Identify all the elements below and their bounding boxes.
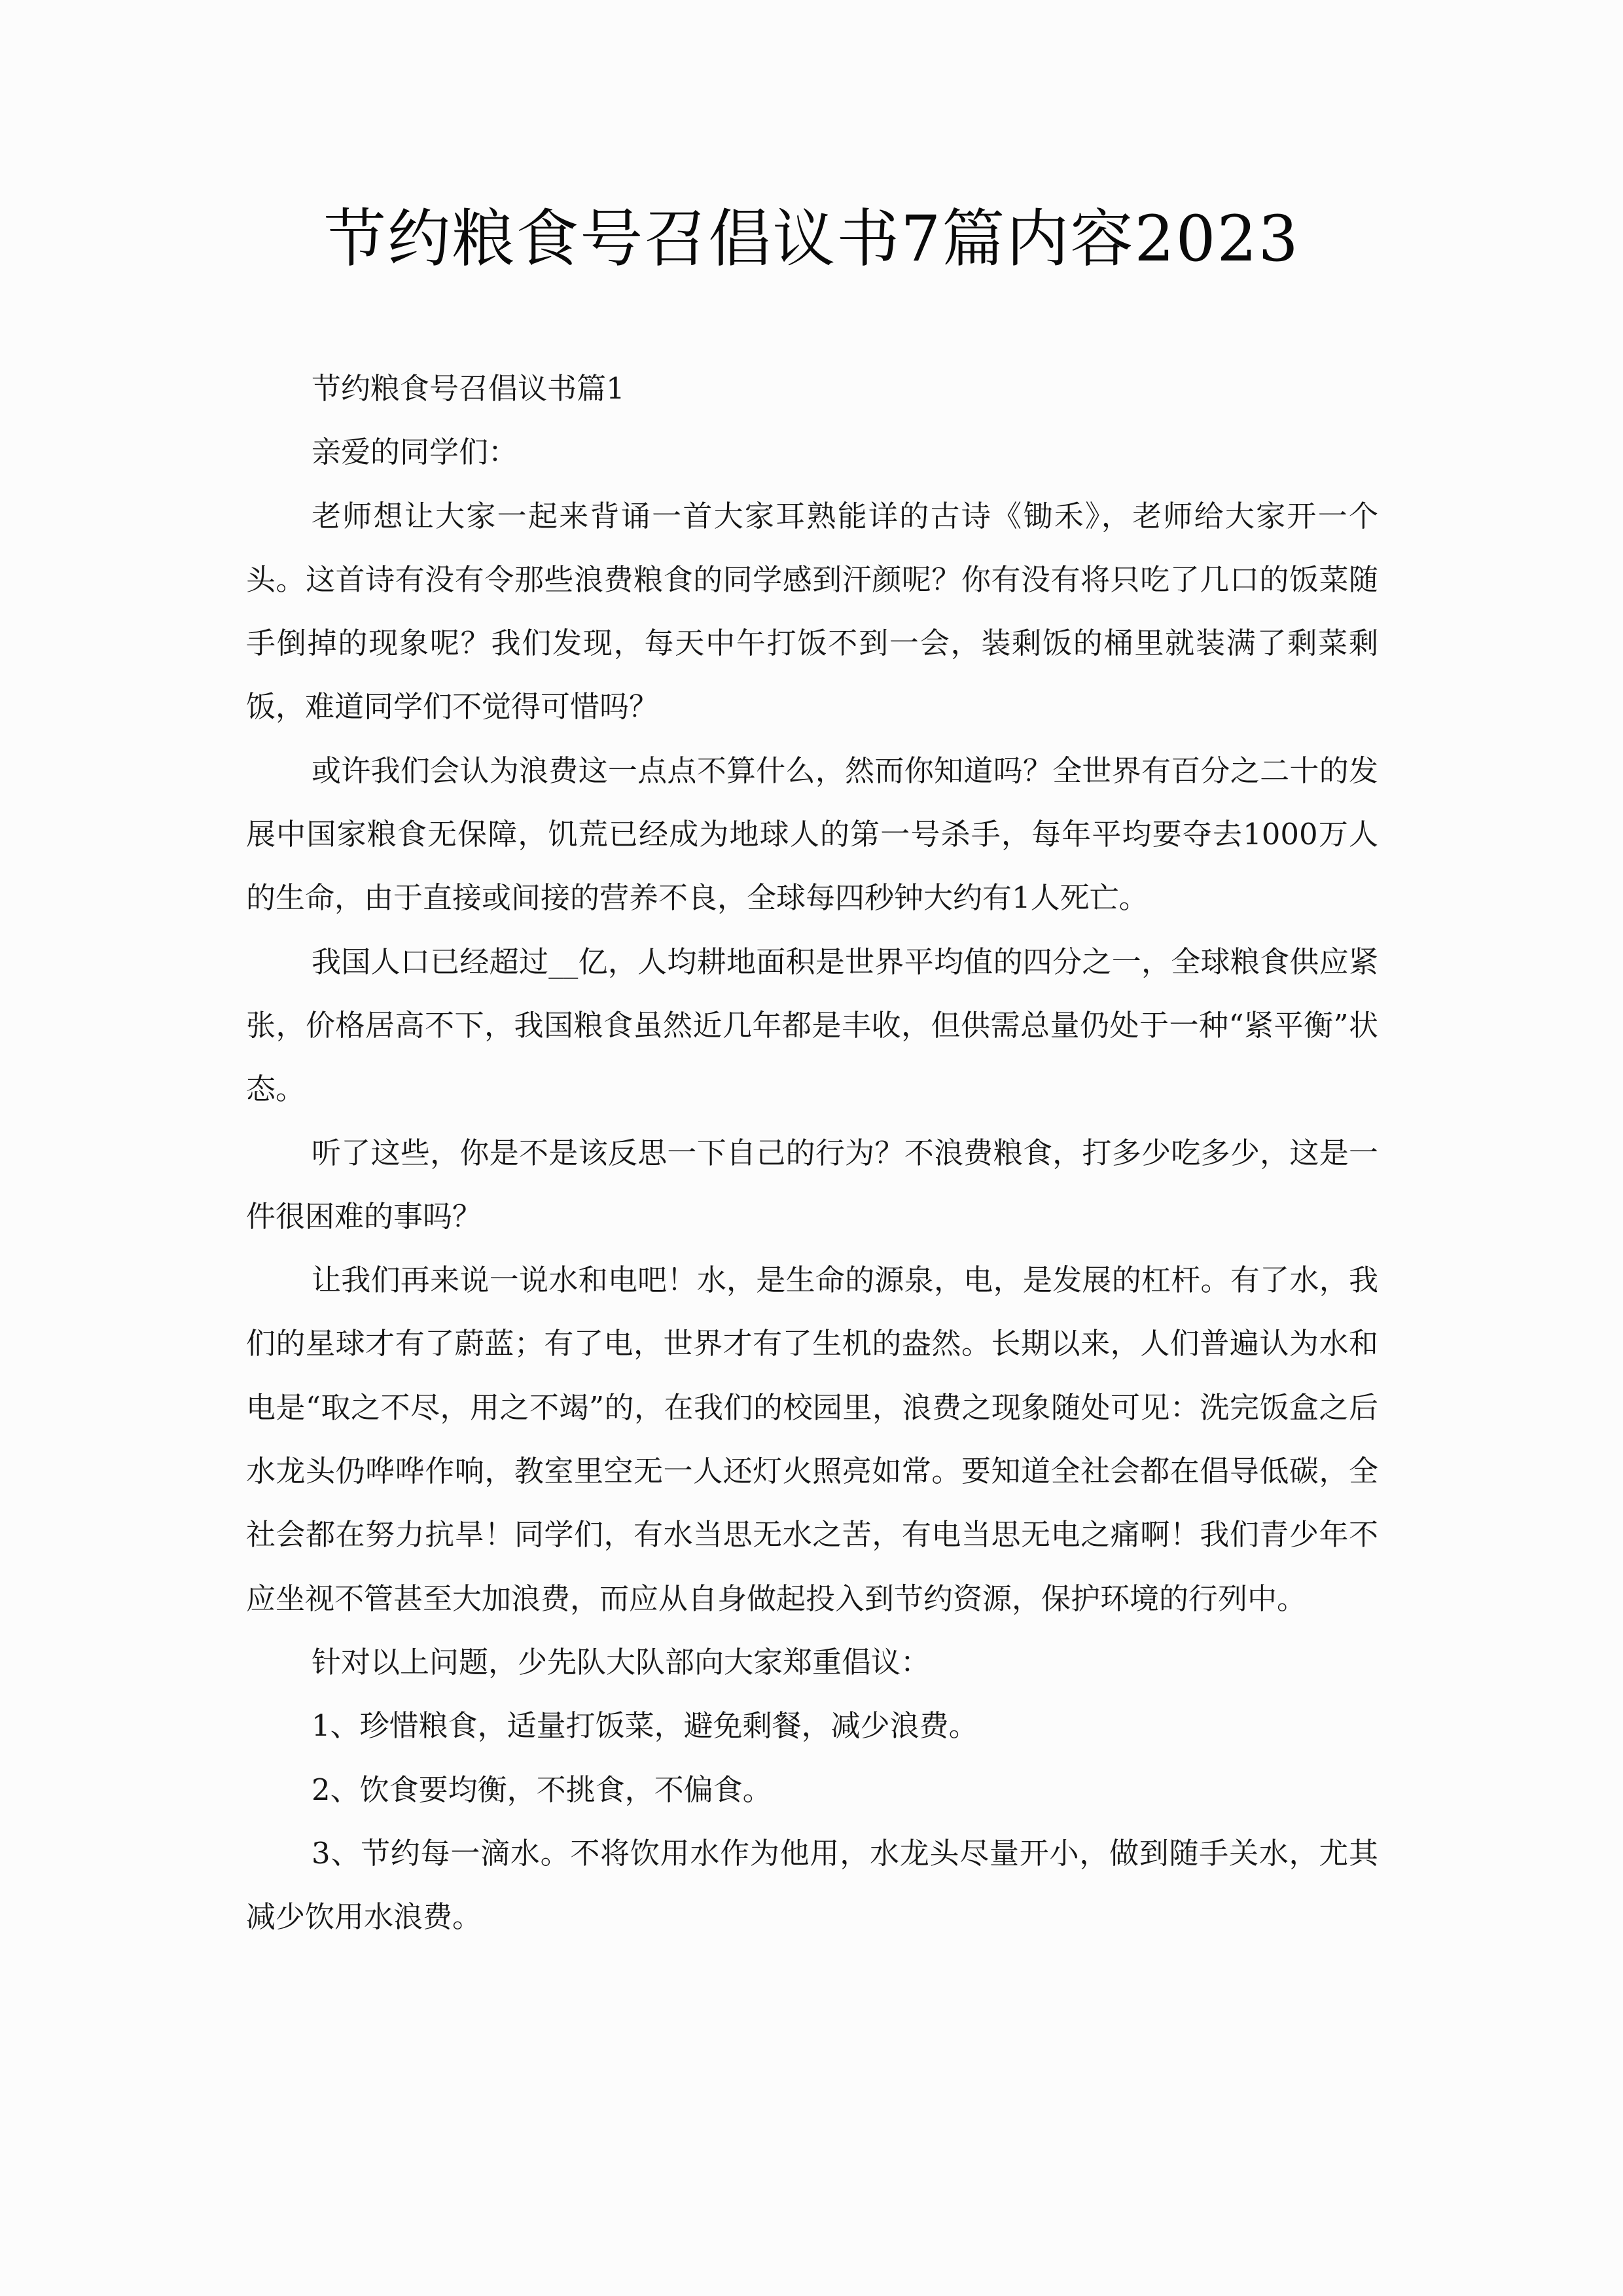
list-item: 1、珍惜粮食，适量打饭菜，避免剩餐，减少浪费。: [312, 1708, 978, 1744]
paragraph: 让我们再来说一说水和电吧！水，是生命的源泉，电，是发展的杠杆。有了水，我们的星球才有了蔚蓝；有了电，世界才有了生机的盎然。长期以来，人们普遍认为水和电是“取之不尽，用之不竭”的，在我们的校园里，浪费之现象随处可见：洗完饭盒之后水龙头仍哗哗作响，教室里空无一人还灯火照亮如常。要知道全社会都在倡导低碳，全社会都在努力抗旱！同学们，有水当思无水之苦，有电当思无电之痛啊！我们青少年不应坐视不管甚至大加浪费，而应从自身做起投入到节约资源，保护环境的行列中。: [246, 1263, 1378, 1616]
paragraph: 听了这些，你是不是该反思一下自己的行为？不浪费粮食，打多少吃多少，这是一件很困难的事吗？: [246, 1135, 1378, 1234]
section-heading: 节约粮食号召倡议书篇1: [312, 371, 625, 406]
salutation: 亲爱的同学们：: [312, 435, 518, 470]
paragraph: 针对以上问题，少先队大队部向大家郑重倡议：: [312, 1644, 931, 1679]
document-title: 节约粮食号召倡议书7篇内容2023: [323, 202, 1300, 276]
list-item: 3、节约每一滴水。不将饮用水作为他用，水龙头尽量开小，做到随手关水，尤其减少饮用水浪费。: [246, 1835, 1378, 1935]
list-item: 2、饮食要均衡，不挑食，不偏食。: [312, 1772, 772, 1807]
paragraph: 我国人口已经超过__亿，人均耕地面积是世界平均值的四分之一，全球粮食供应紧张，价格居高不下，我国粮食虽然近几年都是丰收，但供需总量仍处于一种“紧平衡”状态。: [246, 944, 1378, 1107]
paragraph: 老师想让大家一起来背诵一首大家耳熟能详的古诗《锄禾》，老师给大家开一个头。这首诗有没有令那些浪费粮食的同学感到汗颜呢？你有没有将只吃了几口的饭菜随手倒掉的现象呢？我们发现，每天中午打饭不到一会，装剩饭的桶里就装满了剩菜剩饭，难道同学们不觉得可惜吗？: [246, 498, 1378, 725]
paragraph: 或许我们会认为浪费这一点点不算什么，然而你知道吗？全世界有百分之二十的发展中国家粮食无保障，饥荒已经成为地球人的第一号杀手，每年平均要夺去1000万人的生命，由于直接或间接的营养不良，全球每四秒钟大约有1人死亡。: [246, 753, 1378, 916]
document-body: [246, 357, 1378, 1948]
